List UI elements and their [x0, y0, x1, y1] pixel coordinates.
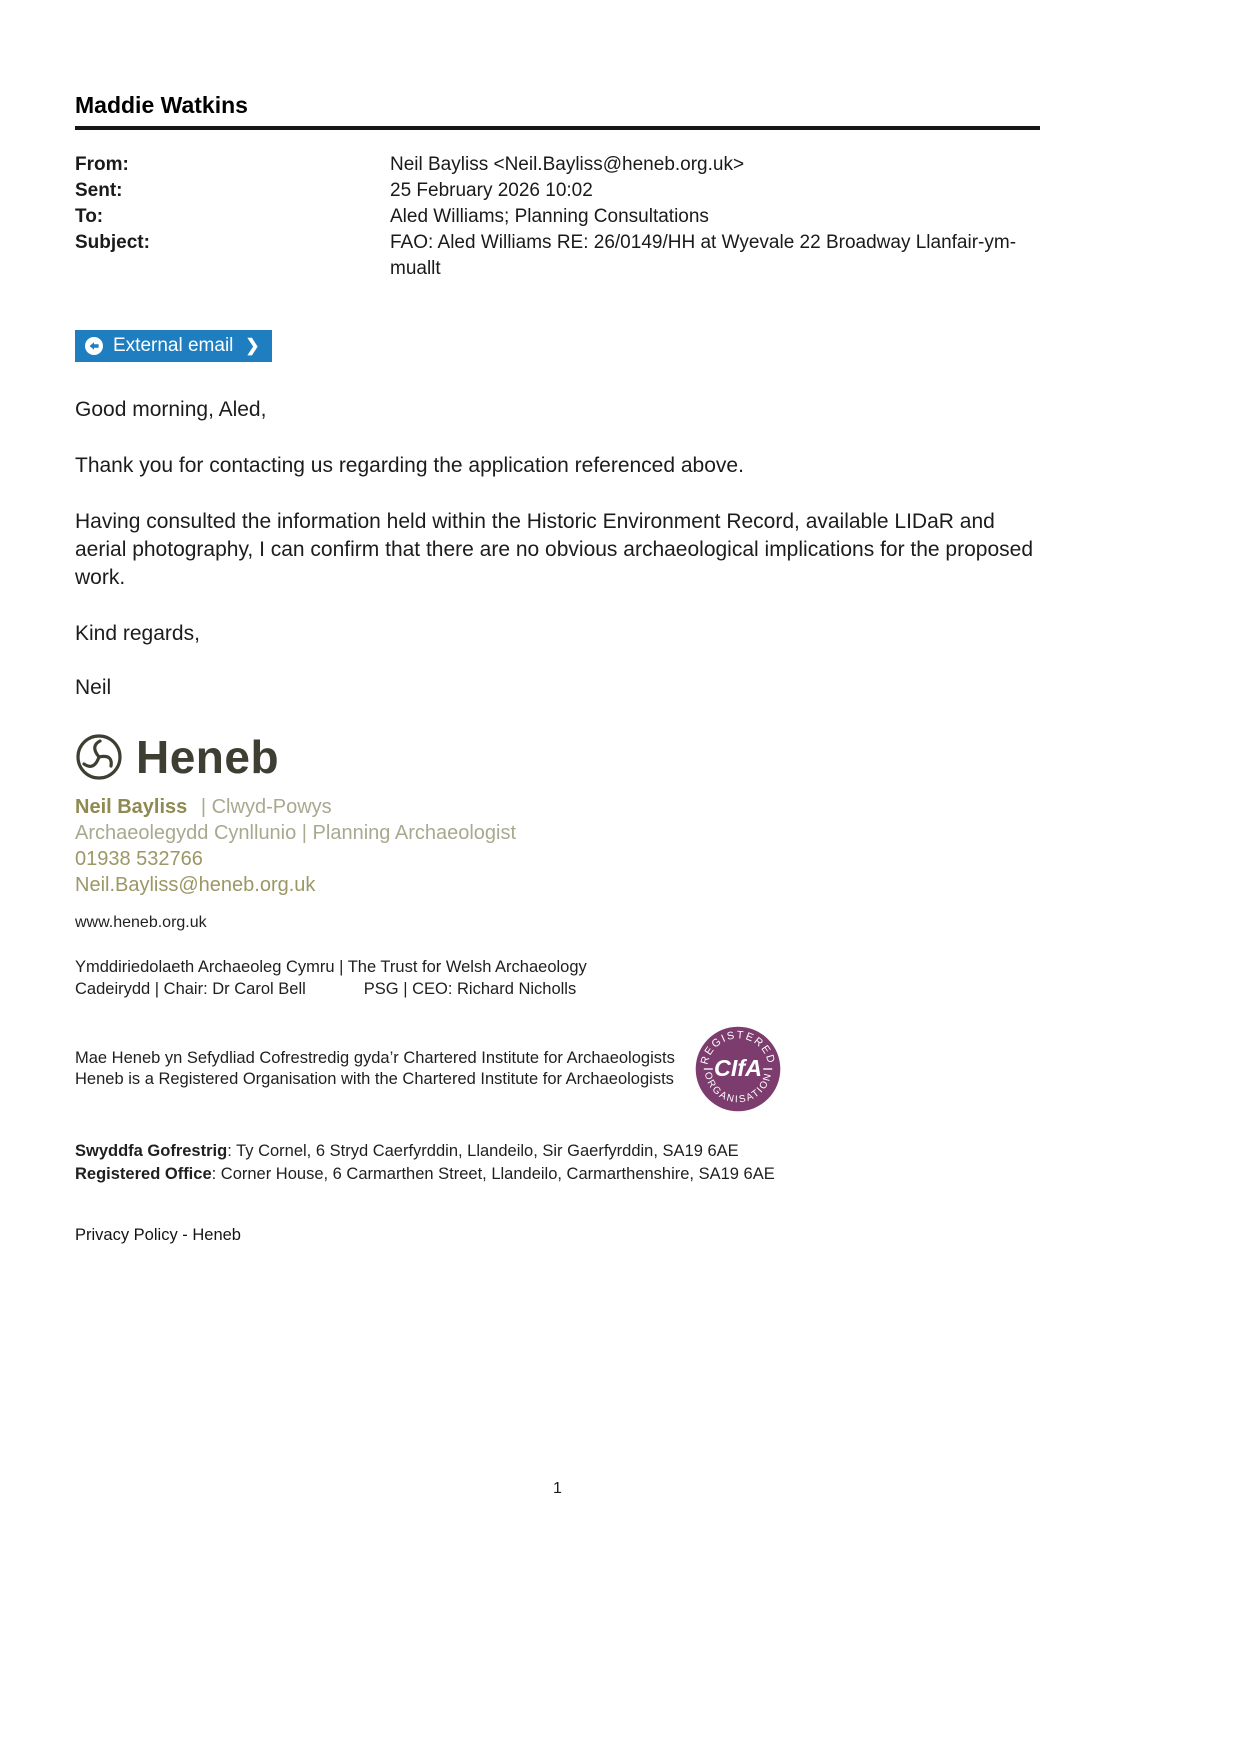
external-email-label: External email [113, 335, 234, 356]
heneb-logo [75, 730, 1040, 784]
subject-value: FAO: Aled Williams RE: 26/0149/HH at Wyevale 22 Broadway Llanfair-ym-muallt [390, 232, 1017, 279]
from-label: From: [75, 154, 129, 175]
cifa-line-english: Heneb is a Registered Organisation with the Chartered Institute for Archaeologists [75, 1070, 674, 1088]
signature-email-link[interactable]: Neil.Bayliss@heneb.org.uk [75, 874, 316, 896]
cifa-registered-badge-icon [693, 1024, 783, 1114]
ceo-line: PSG | CEO: Richard Nicholls [363, 980, 577, 998]
from-value: Neil Bayliss <Neil.Bayliss@heneb.org.uk> [390, 154, 745, 175]
signoff: Neil [75, 676, 112, 699]
cifa-lines [75, 1048, 675, 1090]
to-label: To: [75, 206, 104, 227]
sent-value: 25 February 2026 10:02 [390, 180, 593, 201]
cifa-badge-bottom-text: ORGANISATION [701, 1070, 775, 1106]
email-meta [75, 152, 1040, 282]
closing: Kind regards, [75, 622, 200, 645]
signature-name: Neil Bayliss [75, 796, 188, 818]
paragraph-2: Having consulted the information held within the Historic Environment Record, available LIDaR and aerial photography, I can confirm that there are no obvious archaeological implications for the proposed work. [75, 510, 1034, 589]
signature-phone: 01938 532766 [75, 848, 203, 870]
chair-line: Cadeirydd | Chair: Dr Carol Bell [75, 980, 306, 998]
registered-office-welsh-value: : Ty Cornel, 6 Stryd Caerfyrddin, Llandeilo, Sir Gaerfyrddin, SA19 6AE [227, 1142, 739, 1160]
meta-row-sent [75, 178, 1040, 204]
organisation-block [75, 956, 1040, 1000]
chevron-right-icon: ❯ [245, 336, 260, 355]
cifa-badge-top-text: REGISTERED [698, 1029, 778, 1066]
privacy-policy-link[interactable]: Privacy Policy - Heneb [75, 1226, 241, 1244]
registered-office-english-label: Registered Office [75, 1165, 212, 1183]
registered-office-welsh [75, 1140, 1040, 1163]
cifa-badge-center-text: CIfA [713, 1055, 762, 1082]
registered-office-english-value: : Corner House, 6 Carmarthen Street, Llandeilo, Carmarthenshire, SA19 6AE [211, 1165, 775, 1183]
header-divider [75, 126, 1040, 130]
registered-office-block [75, 1140, 1040, 1186]
meta-row-subject [75, 230, 1040, 282]
external-email-badge[interactable] [75, 330, 272, 362]
meta-row-from [75, 152, 1040, 178]
cifa-line-welsh: Mae Heneb yn Sefydliad Cofrestredig gyda’r Chartered Institute for Archaeologists [75, 1049, 675, 1067]
registered-office-welsh-label: Swyddfa Gofrestrig [75, 1142, 228, 1160]
greeting: Good morning, Aled, [75, 398, 267, 421]
signature-block [75, 794, 1040, 898]
website-link[interactable]: www.heneb.org.uk [75, 914, 207, 931]
to-value: Aled Williams; Planning Consultations [390, 206, 709, 227]
external-email-icon [84, 336, 104, 356]
meta-row-to [75, 204, 1040, 230]
sent-label: Sent: [75, 180, 123, 201]
subject-label: Subject: [75, 232, 150, 253]
recipient-name: Maddie Watkins [75, 92, 248, 118]
signature-role: Archaeolegydd Cynllunio | Planning Archaeologist [75, 822, 517, 844]
heneb-wordmark: Heneb [136, 731, 280, 783]
paragraph-1: Thank you for contacting us regarding the application referenced above. [75, 454, 744, 477]
registered-office-english [75, 1163, 1040, 1186]
chair-ceo-line [75, 978, 1040, 1000]
email-body [75, 396, 1040, 702]
cifa-section [75, 1024, 1040, 1114]
signature-region: | Clwyd-Powys [200, 796, 332, 818]
signature-name-line [75, 794, 1040, 820]
org-line: Ymddiriedolaeth Archaeoleg Cymru | The Trust for Welsh Archaeology [75, 958, 587, 976]
heneb-knot-icon [75, 733, 123, 781]
page-number: 1 [553, 1480, 562, 1497]
